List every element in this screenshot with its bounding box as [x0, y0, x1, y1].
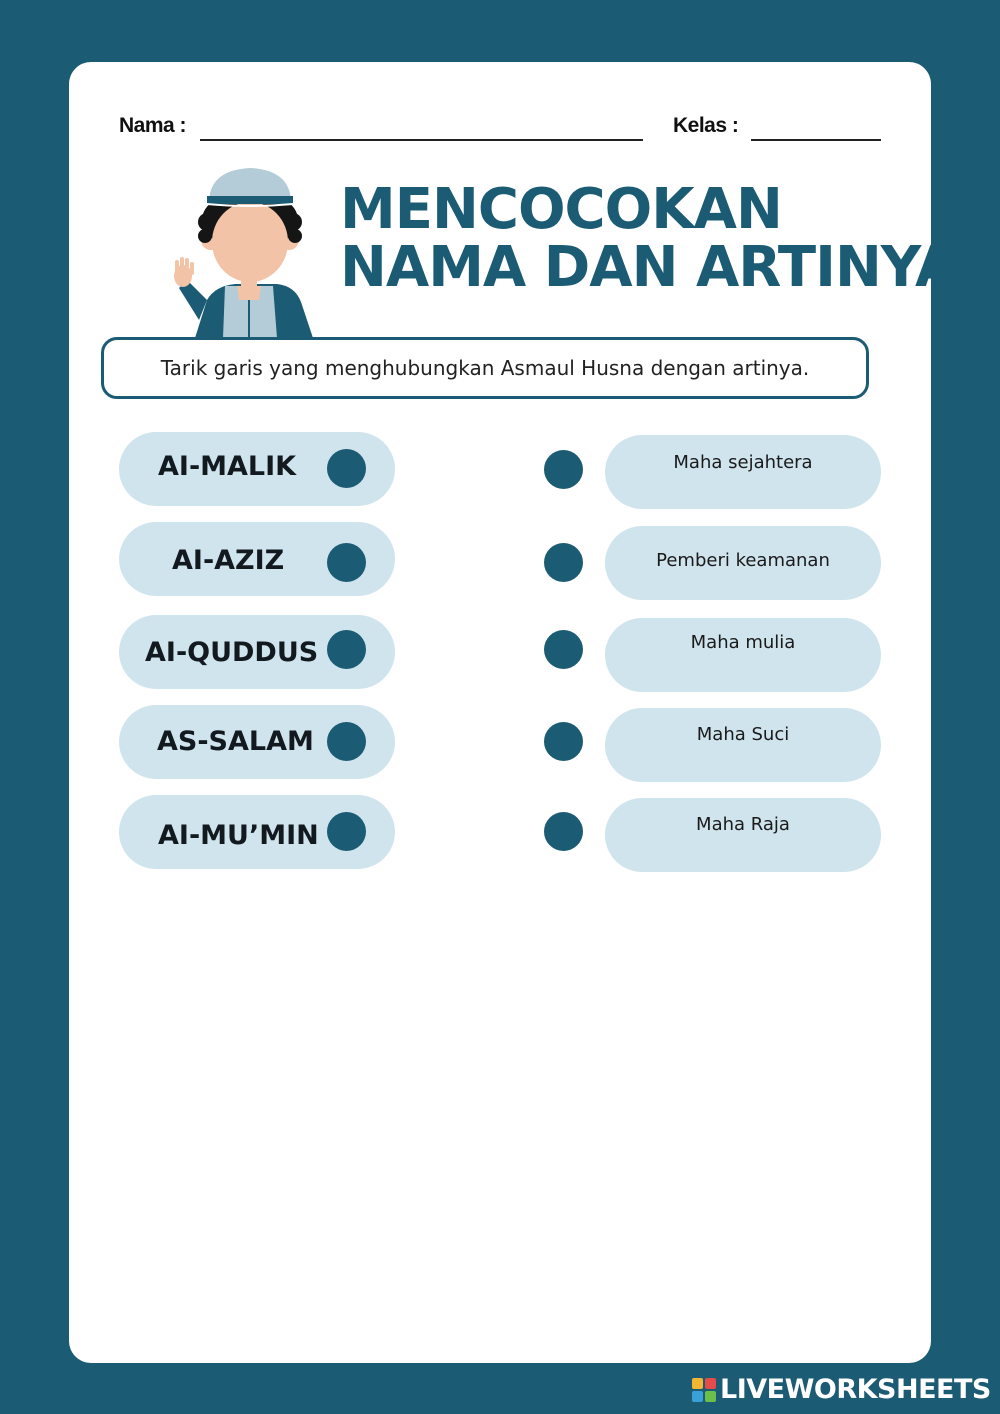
meaning-pill [605, 798, 881, 872]
name-label-al-mumin: AI-MU’MIN [158, 820, 319, 851]
logo-text: LIVEWORKSHEETS [720, 1374, 991, 1405]
meaning-pill [605, 526, 881, 600]
name-connector-dot[interactable] [327, 722, 366, 761]
name-connector-dot[interactable] [327, 812, 366, 851]
title-line-2: NAMA DAN ARTINYA [340, 235, 958, 300]
logo-square [692, 1391, 703, 1402]
instruction-text: Tarik garis yang menghubungkan Asmaul Husna dengan artinya. [160, 356, 810, 380]
meaning-connector-dot[interactable] [544, 450, 583, 489]
meaning-connector-dot[interactable] [544, 630, 583, 669]
name-label-al-aziz: AI-AZIZ [172, 545, 285, 576]
logo-squares-icon [692, 1378, 716, 1402]
meaning-connector-dot[interactable] [544, 722, 583, 761]
name-label-as-salam: AS-SALAM [157, 726, 314, 757]
name-connector-dot[interactable] [327, 630, 366, 669]
name-connector-dot[interactable] [327, 543, 366, 582]
logo-square [705, 1378, 716, 1389]
name-label-al-quddus: AI-QUDDUS [145, 637, 319, 668]
meaning-label: Maha Raja [696, 814, 790, 835]
name-input-line[interactable] [200, 139, 643, 141]
instruction-box [101, 337, 869, 399]
boy-illustration [165, 160, 325, 338]
meaning-label: Maha Suci [696, 724, 790, 745]
logo-square [705, 1391, 716, 1402]
name-label: Nama : [119, 114, 187, 137]
meaning-label: Maha sejahtera [673, 452, 813, 473]
title-line-1: MENCOCOKAN [340, 177, 782, 242]
meaning-label: Maha mulia [690, 632, 796, 653]
logo-square [692, 1378, 703, 1389]
meaning-pill [605, 435, 881, 509]
meaning-label: Pemberi keamanan [656, 550, 830, 571]
class-input-line[interactable] [751, 139, 881, 141]
class-label: Kelas : [673, 114, 739, 137]
name-connector-dot[interactable] [327, 449, 366, 488]
meaning-pill [605, 708, 881, 782]
liveworksheets-logo [692, 1374, 991, 1405]
meaning-connector-dot[interactable] [544, 812, 583, 851]
name-label-al-malik: AI-MALIK [158, 451, 297, 482]
meaning-connector-dot[interactable] [544, 543, 583, 582]
meaning-pill [605, 618, 881, 692]
